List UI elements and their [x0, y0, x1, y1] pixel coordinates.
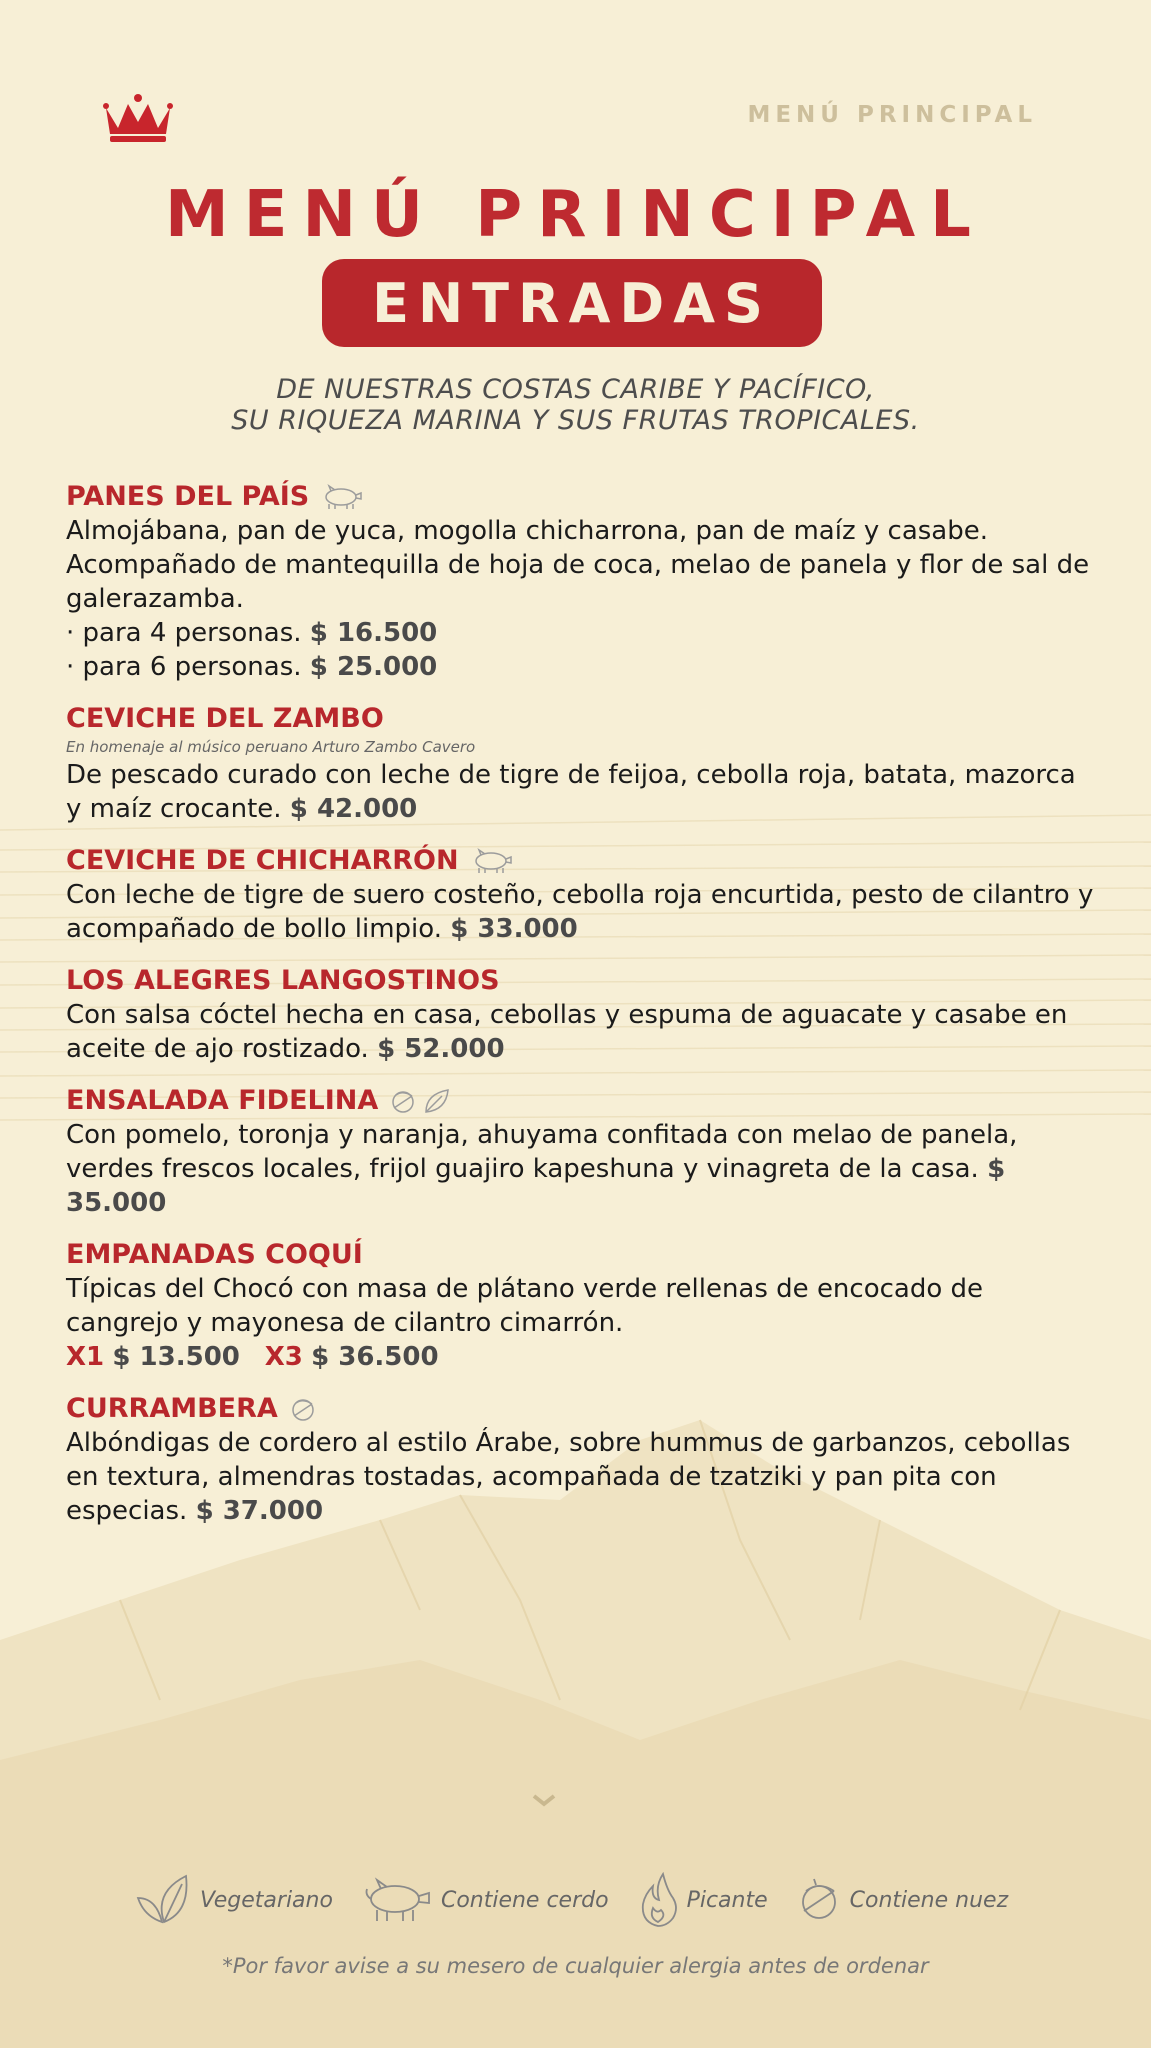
item-description [66, 758, 1096, 826]
legend-nut [796, 1877, 1008, 1923]
option-label: · para 4 personas. [66, 618, 302, 648]
item-description [66, 998, 1096, 1066]
item-price: $ 25.000 [309, 652, 438, 682]
legend-vegetarian [134, 1872, 333, 1928]
subtitle-line: DE NUESTRAS COSTAS CARIBE Y PACÍFICO, [276, 374, 875, 405]
item-price: $ 13.500 [112, 1342, 240, 1372]
page-title: MENÚ PRINCIPAL [165, 178, 986, 252]
nut-icon [288, 1394, 318, 1424]
nut-icon [796, 1877, 842, 1923]
item-title [66, 964, 1096, 998]
legend-pork [361, 1877, 609, 1923]
pig-icon [319, 483, 363, 511]
section-badge [322, 259, 822, 347]
subtitle [0, 374, 1151, 436]
item-price: $ 36.500 [311, 1342, 439, 1372]
chevron-down-icon [528, 1790, 560, 1810]
item-title [66, 702, 1096, 736]
legend-label: Vegetariano [200, 1887, 333, 1913]
menu-item [66, 702, 1096, 826]
item-description [66, 1426, 1096, 1528]
item-name: PANES DEL PAÍS [66, 481, 310, 512]
menu-item [66, 1238, 1096, 1374]
legend-spicy [637, 1872, 768, 1928]
section-label: ENTRADAS [372, 271, 772, 335]
item-description [66, 878, 1096, 946]
legend-label: Contiene nuez [849, 1887, 1009, 1913]
menu-item [66, 1392, 1096, 1528]
item-title [66, 1084, 1096, 1118]
menu-item [66, 844, 1096, 946]
description-text: Con pomelo, toronja y naranja, ahuyama confitada con melao de panela, verdes frescos locales, frijol guajiro kapeshuna y vinagreta de la casa. [66, 1120, 1018, 1184]
item-description: Típicas del Chocó con masa de plátano verde rellenas de encocado de cangrejo y mayonesa de cilantro cimarrón. [66, 1274, 984, 1338]
item-name: ENSALADA FIDELINA [66, 1085, 379, 1116]
item-quantity-prices [66, 1340, 1096, 1374]
item-title [66, 480, 1096, 514]
quantity-label: X1 [66, 1342, 105, 1372]
item-price: $ 52.000 [377, 1034, 505, 1064]
crown-logo-icon [100, 88, 176, 144]
top-section-label: MENÚ PRINCIPAL [747, 102, 1037, 128]
menu-item [66, 1084, 1096, 1220]
quantity-label: X3 [264, 1342, 303, 1372]
description-text: De pescado curado con leche de tigre de feijoa, cebolla roja, batata, mazorca y maíz crocante. [66, 760, 1076, 824]
item-name: CEVICHE DEL ZAMBO [66, 703, 384, 734]
item-name: CEVICHE DE CHICHARRÓN [66, 845, 459, 876]
item-title [66, 1392, 1096, 1426]
item-note: En homenaje al músico peruano Arturo Zambo Cavero [66, 738, 476, 756]
item-option [66, 650, 1096, 684]
dietary-legend [134, 1870, 1054, 1930]
item-price: $ 42.000 [289, 794, 418, 824]
menu-item [66, 964, 1096, 1066]
item-title [66, 1238, 1096, 1272]
description-text: Con salsa cóctel hecha en casa, cebollas y espuma de aguacate y casabe en aceite de ajo rostizado. [66, 1000, 1068, 1064]
flame-icon [637, 1872, 679, 1928]
item-price: $ 16.500 [309, 618, 438, 648]
pig-icon [361, 1877, 433, 1923]
menu-items [66, 480, 1096, 1546]
menu-item [66, 480, 1096, 684]
leaf-icon [134, 1872, 192, 1928]
item-price: $ 35.000 [66, 1154, 1006, 1218]
item-description: Almojábana, pan de yuca, mogolla chicharrona, pan de maíz y casabe. Acompañado de mantequilla de hoja de coca, melao de panela y flor de sal de galerazamba. [66, 516, 1090, 614]
item-title [66, 844, 1096, 878]
option-label: · para 6 personas. [66, 652, 302, 682]
subtitle-line: SU RIQUEZA MARINA Y SUS FRUTAS TROPICALES. [231, 405, 920, 436]
item-price: $ 37.000 [195, 1496, 324, 1526]
item-description [66, 1118, 1096, 1220]
allergy-notice: *Por favor avise a su mesero de cualquier alergia antes de ordenar [222, 1954, 929, 1978]
nut-icon [388, 1086, 418, 1116]
legend-label: Picante [686, 1887, 768, 1913]
item-option [66, 616, 1096, 650]
leaf-icon [422, 1086, 452, 1116]
item-name: LOS ALEGRES LANGOSTINOS [66, 965, 500, 996]
pig-icon [469, 847, 513, 875]
description-text: Con leche de tigre de suero costeño, cebolla roja encurtida, pesto de cilantro y acompañado de bollo limpio. [66, 880, 1094, 944]
item-name: EMPANADAS COQUÍ [66, 1239, 363, 1270]
item-price: $ 33.000 [450, 914, 578, 944]
legend-label: Contiene cerdo [440, 1887, 609, 1913]
item-name: CURRAMBERA [66, 1393, 278, 1424]
description-text: Albóndigas de cordero al estilo Árabe, sobre hummus de garbanzos, cebollas en textura, almendras tostadas, acompañada de tzatziki y pan pita con especias. [66, 1428, 1071, 1526]
